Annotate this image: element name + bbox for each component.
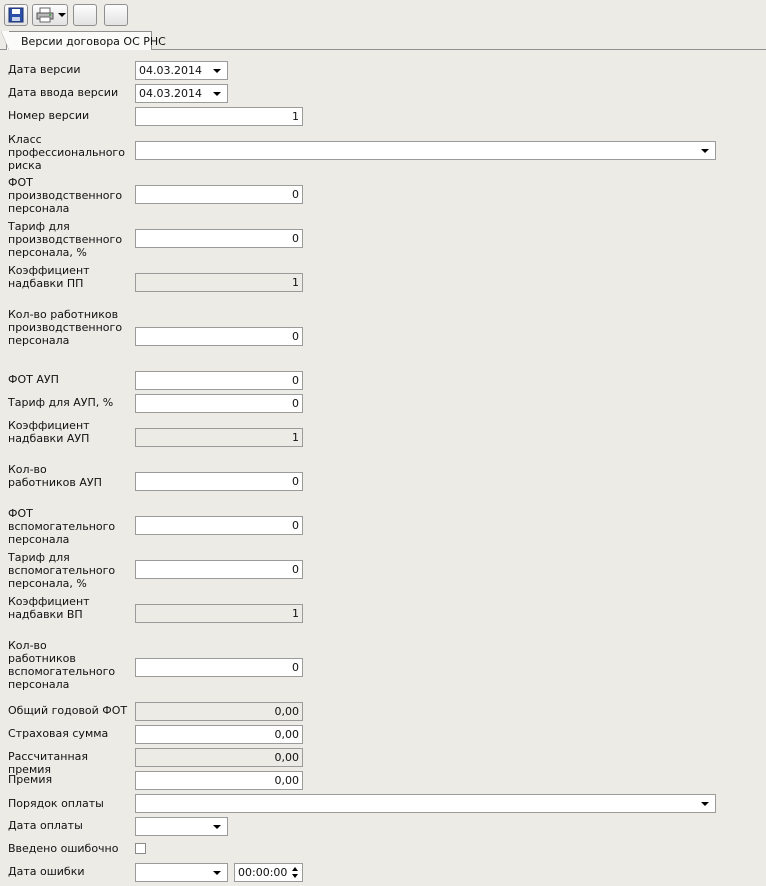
workers-auxiliary-label: Кол-во работников вспомогательного персонала: [8, 639, 116, 691]
error-date-picker[interactable]: [135, 863, 228, 882]
workers-aup-label: Кол-во работников АУП: [8, 463, 102, 489]
entered-by-mistake-checkbox[interactable]: [135, 843, 146, 854]
time-spinner[interactable]: [289, 865, 301, 880]
save-button[interactable]: [4, 4, 28, 26]
tab-strip: [0, 30, 766, 50]
printer-icon: [36, 7, 54, 23]
version-date-label: Дата версии: [8, 63, 81, 76]
error-date-label: Дата ошибки: [8, 865, 85, 878]
fot-aup-input[interactable]: 0: [135, 371, 303, 390]
insured-sum-input[interactable]: 0,00: [135, 725, 303, 744]
version-entry-date-value: 04.03.2014: [139, 87, 202, 100]
save-icon: [8, 7, 24, 23]
error-time-value: 00:00:00: [238, 866, 288, 879]
toolbar: [0, 0, 766, 30]
premium-label: Премия: [8, 773, 53, 786]
workers-production-input[interactable]: 0: [135, 327, 303, 346]
calculated-premium-field: 0,00: [135, 748, 303, 767]
coef-aup-field: 1: [135, 428, 303, 447]
premium-input[interactable]: 0,00: [135, 771, 303, 790]
chevron-down-icon[interactable]: [208, 819, 226, 834]
print-button[interactable]: [32, 4, 57, 26]
chevron-down-icon[interactable]: [696, 143, 714, 158]
fot-auxiliary-label: ФОТ вспомогательного персонала: [8, 507, 116, 546]
chevron-down-icon[interactable]: [208, 865, 226, 880]
payment-order-label: Порядок оплаты: [8, 797, 104, 810]
risk-class-label: Класс профессионального риска: [8, 133, 125, 172]
workers-production-label: Кол-во работников производственного персонала: [8, 308, 123, 347]
version-number-input[interactable]: 1: [135, 107, 303, 126]
coef-vp-field: 1: [135, 604, 303, 623]
workers-auxiliary-input[interactable]: 0: [135, 658, 303, 677]
tariff-auxiliary-label: Тариф для вспомогательного персонала, %: [8, 551, 116, 590]
version-date-value: 04.03.2014: [139, 64, 202, 77]
fot-auxiliary-input[interactable]: 0: [135, 516, 303, 535]
entered-by-mistake-label: Введено ошибочно: [8, 842, 119, 855]
toolbar-blank-button-2[interactable]: [104, 4, 128, 26]
payment-date-label: Дата оплаты: [8, 819, 83, 832]
chevron-down-icon[interactable]: [208, 63, 226, 78]
payment-order-select[interactable]: [135, 794, 716, 813]
tariff-aup-input[interactable]: 0: [135, 394, 303, 413]
fot-production-label: ФОТ производственного персонала: [8, 176, 123, 215]
print-dropdown-button[interactable]: [56, 4, 68, 26]
version-entry-date-label: Дата ввода версии: [8, 86, 119, 99]
coef-aup-label: Коэффициент надбавки АУП: [8, 419, 90, 445]
fot-aup-label: ФОТ АУП: [8, 373, 59, 386]
coef-pp-field: 1: [135, 273, 303, 292]
insured-sum-label: Страховая сумма: [8, 727, 109, 740]
chevron-down-icon[interactable]: [208, 86, 226, 101]
tariff-production-input[interactable]: 0: [135, 229, 303, 248]
fot-production-input[interactable]: 0: [135, 185, 303, 204]
total-fot-field: 0,00: [135, 702, 303, 721]
chevron-down-icon[interactable]: [696, 796, 714, 811]
version-date-picker[interactable]: [135, 61, 228, 80]
tariff-auxiliary-input[interactable]: 0: [135, 560, 303, 579]
coef-vp-label: Коэффициент надбавки ВП: [8, 595, 90, 621]
error-time-input[interactable]: [234, 863, 303, 882]
total-fot-label: Общий годовой ФОТ: [8, 704, 128, 717]
tariff-production-label: Тариф для производственного персонала, %: [8, 220, 123, 259]
coef-pp-label: Коэффициент надбавки ПП: [8, 264, 90, 290]
workers-aup-input[interactable]: 0: [135, 472, 303, 491]
tariff-aup-label: Тариф для АУП, %: [8, 396, 114, 409]
payment-date-picker[interactable]: [135, 817, 228, 836]
risk-class-select[interactable]: [135, 141, 716, 160]
version-number-label: Номер версии: [8, 109, 90, 122]
tab-contract-versions[interactable]: Версии договора ОС РНС: [6, 31, 152, 50]
version-entry-date-picker[interactable]: [135, 84, 228, 103]
calculated-premium-label: Рассчитанная премия: [8, 750, 89, 776]
toolbar-blank-button-1[interactable]: [73, 4, 97, 26]
